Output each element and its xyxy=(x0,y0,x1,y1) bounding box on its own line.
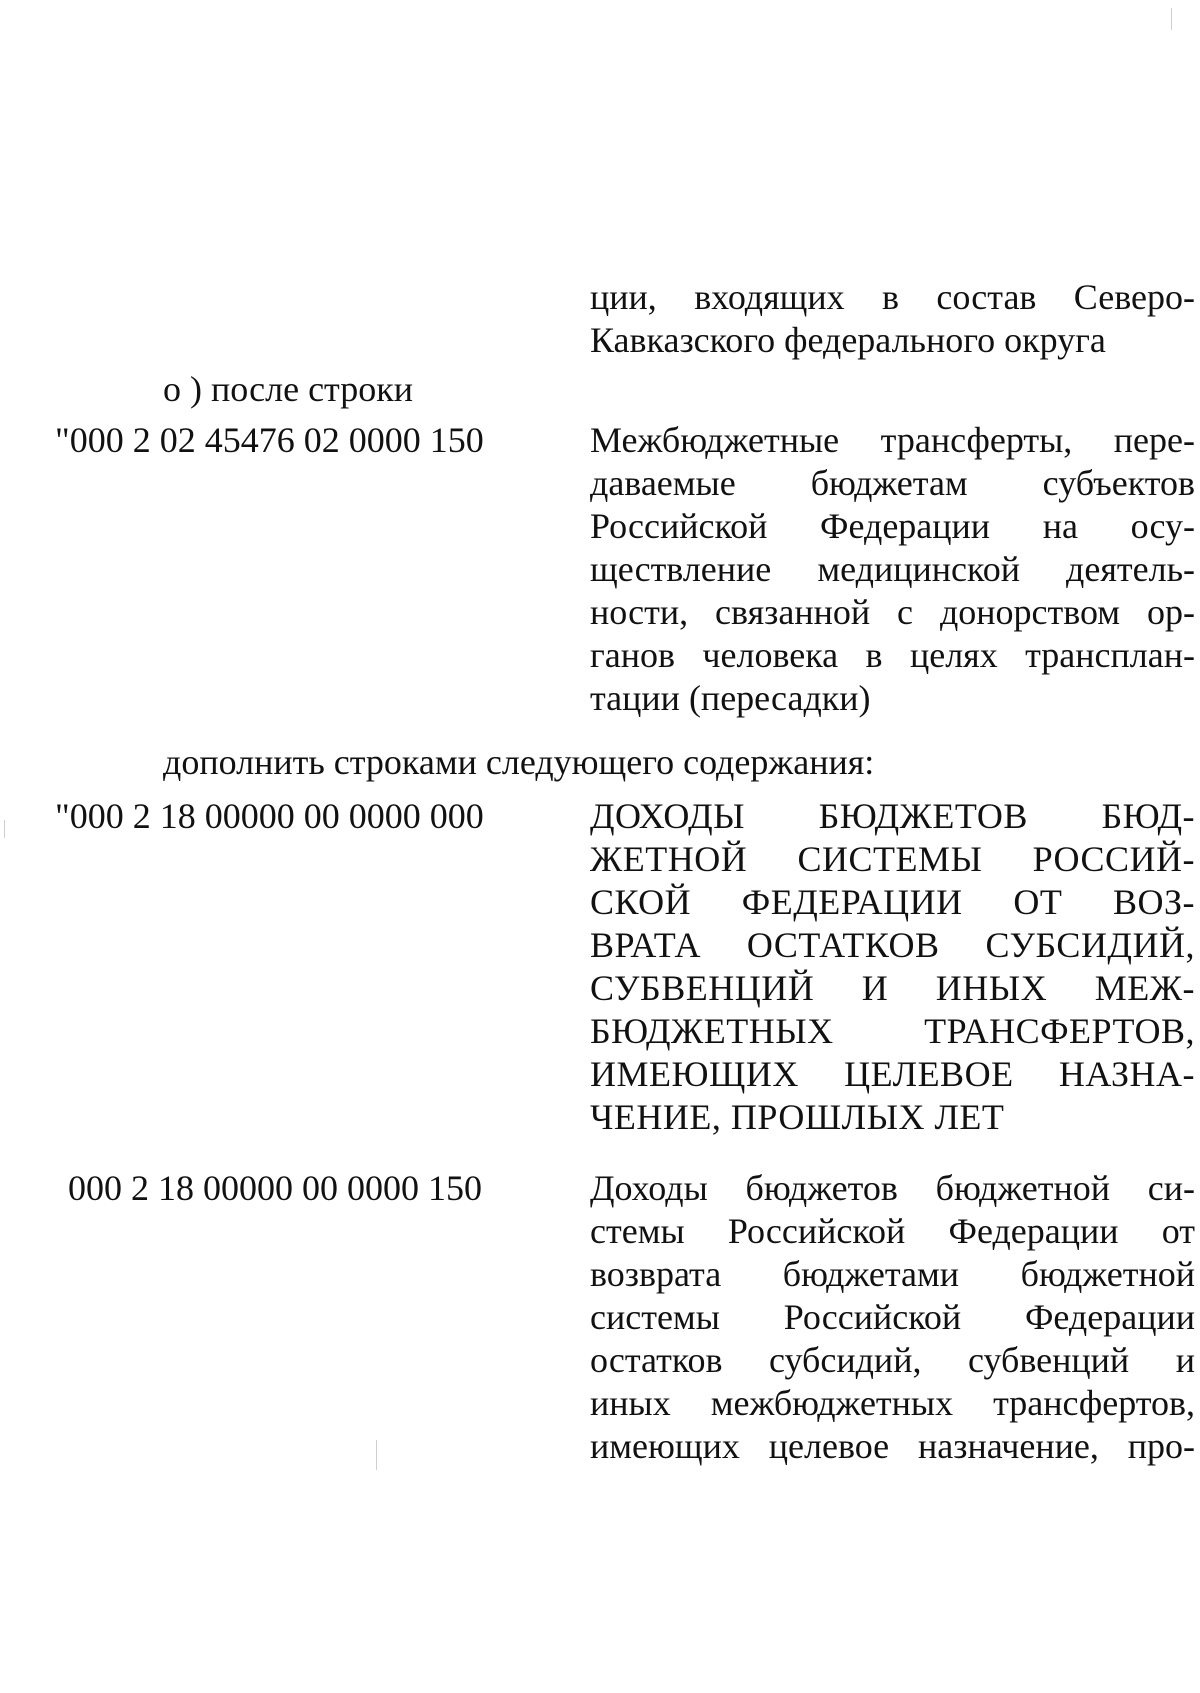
description-line: ности, связанной с донорством ор- xyxy=(590,592,1195,632)
instruction-after-line: о ) после строки xyxy=(163,369,413,409)
instruction-add-lines: дополнить строками следующего содержания: xyxy=(163,742,875,782)
scan-artifact-left xyxy=(4,820,5,838)
description-line: системы Российской Федерации xyxy=(590,1297,1195,1337)
budget-code: "000 2 18 00000 00 0000 000 xyxy=(55,796,484,836)
description-line: даваемые бюджетам субъектов xyxy=(590,463,1195,503)
scan-artifact-top xyxy=(1171,8,1172,30)
budget-code: "000 2 02 45476 02 0000 150 xyxy=(55,420,484,460)
continuation-description xyxy=(590,276,1195,362)
budget-description xyxy=(590,1167,1195,1468)
description-line: Кавказского федерального округа xyxy=(590,320,1106,360)
description-line: СУБВЕНЦИЙ И ИНЫХ МЕЖ- xyxy=(590,968,1195,1008)
budget-code: 000 2 18 00000 00 0000 150 xyxy=(68,1168,482,1208)
description-line: СКОЙ ФЕДЕРАЦИИ ОТ ВОЗ- xyxy=(590,882,1195,922)
budget-description-heading xyxy=(590,795,1195,1139)
description-line: ДОХОДЫ БЮДЖЕТОВ БЮД- xyxy=(590,796,1195,836)
description-line: Российской Федерации на осу- xyxy=(590,506,1195,546)
description-line: остатков субсидий, субвенций и xyxy=(590,1340,1195,1380)
description-line: БЮДЖЕТНЫХ ТРАНСФЕРТОВ, xyxy=(590,1011,1195,1051)
description-line: Межбюджетные трансферты, пере- xyxy=(590,420,1195,460)
description-line: возврата бюджетами бюджетной xyxy=(590,1254,1195,1294)
description-line: имеющих целевое назначение, про- xyxy=(590,1426,1195,1466)
description-line: ществление медицинской деятель- xyxy=(590,549,1195,589)
description-line: ЧЕНИЕ, ПРОШЛЫХ ЛЕТ xyxy=(590,1097,1005,1137)
description-line: тации (пересадки) xyxy=(590,678,871,718)
description-line: стемы Российской Федерации от xyxy=(590,1211,1195,1251)
description-line: ЖЕТНОЙ СИСТЕМЫ РОССИЙ- xyxy=(590,839,1195,879)
description-line: ВРАТА ОСТАТКОВ СУБСИДИЙ, xyxy=(590,925,1195,965)
description-line: Доходы бюджетов бюджетной си- xyxy=(590,1168,1195,1208)
description-line: иных межбюджетных трансфертов, xyxy=(590,1383,1195,1423)
description-line: ганов человека в целях трансплан- xyxy=(590,635,1195,675)
budget-description xyxy=(590,419,1195,720)
scan-artifact-bottom xyxy=(376,1440,377,1470)
description-line: ции, входящих в состав Северо- xyxy=(590,277,1195,317)
description-line: ИМЕЮЩИХ ЦЕЛЕВОЕ НАЗНА- xyxy=(590,1054,1195,1094)
